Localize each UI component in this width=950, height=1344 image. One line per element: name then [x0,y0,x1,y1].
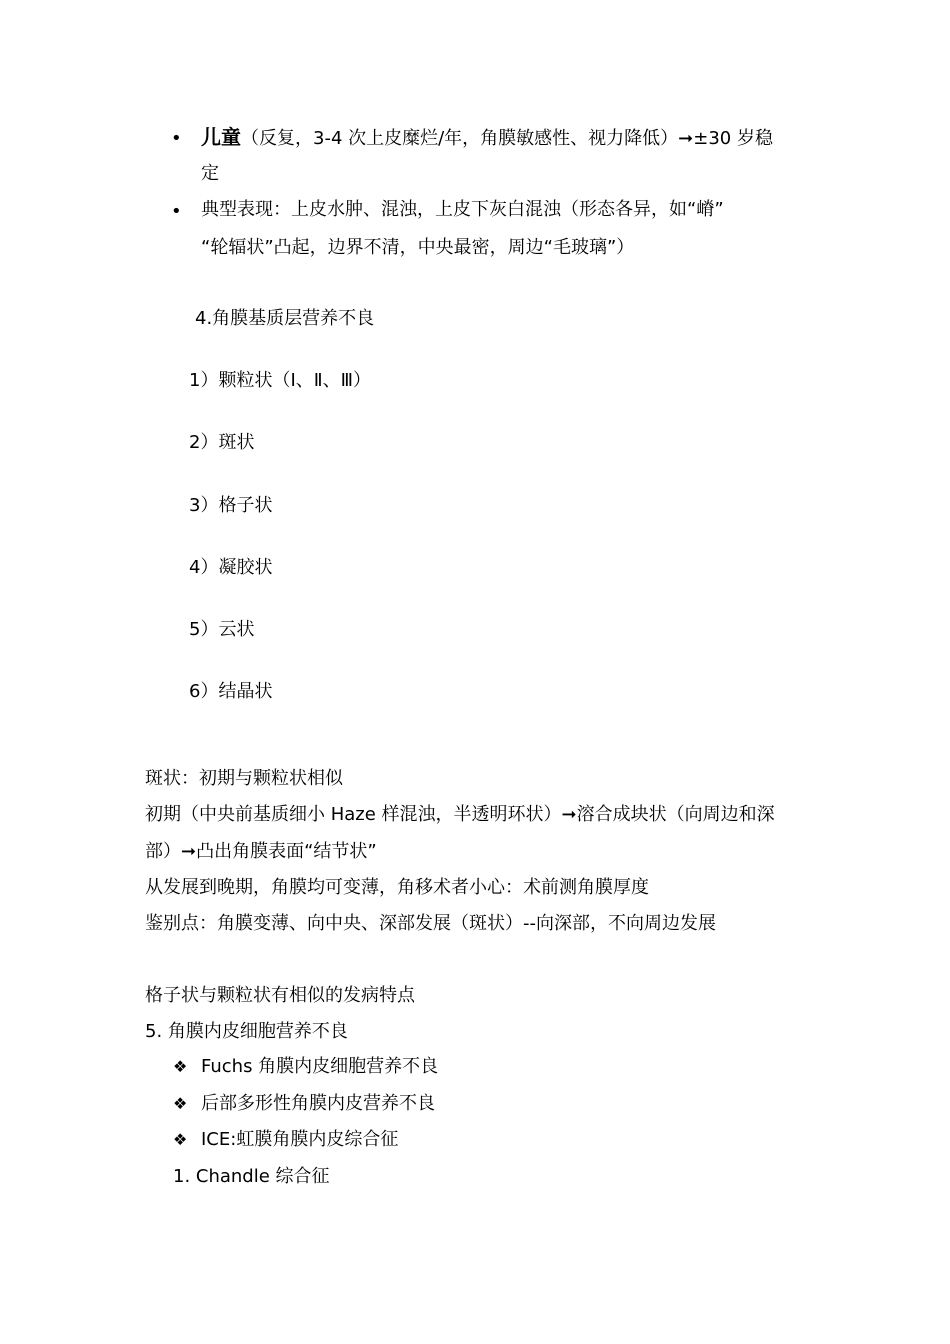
note-line: 部）➞凸出角膜表面“结节状” [145,841,377,862]
note-line: 初期（中央前基质细小 Haze 样混浊，半透明环状）➞溶合成块状（向周边和深 [145,804,775,825]
list-item: 3）格子状 [189,495,273,516]
diamond-bullet-icon: ❖ [173,1057,188,1076]
bullet-item-children [201,125,773,151]
bullet-dot-icon: • [171,201,182,222]
sub-list-item: 1. Chandle 综合征 [173,1166,330,1187]
note-line: 从发展到晚期，角膜均可变薄，角移术者小心：术前测角膜厚度 [145,877,649,898]
list-item: 5）云状 [189,619,255,640]
bullet-text-continuation: 定 [201,163,219,184]
note-line: 斑状：初期与颗粒状相似 [145,768,343,789]
list-item: Fuchs 角膜内皮细胞营养不良 [201,1056,439,1077]
list-item: 2）斑状 [189,432,255,453]
list-item: 6）结晶状 [189,681,273,702]
list-item: ICE:虹膜角膜内皮综合征 [201,1129,399,1150]
bullet-text: （反复，3-4 次上皮糜烂/年，角膜敏感性、视力降低）➞±30 岁稳 [241,128,773,149]
note-line: 鉴别点：角膜变薄、向中央、深部发展（斑状）--向深部，不向周边发展 [145,913,716,934]
list-item: 4）凝胶状 [189,557,273,578]
lattice-note: 格子状与颗粒状有相似的发病特点 [145,985,415,1006]
diamond-bullet-icon: ❖ [173,1130,188,1149]
bullet-bold-label: 儿童 [201,125,241,149]
list-item: 后部多形性角膜内皮营养不良 [201,1093,435,1114]
bullet-dot-icon: • [171,128,182,149]
diamond-bullet-icon: ❖ [173,1094,188,1113]
bullet-text-continuation: “轮辐状”凸起，边界不清，中央最密，周边“毛玻璃”） [201,237,635,258]
list-item: 1）颗粒状（Ⅰ、Ⅱ、Ⅲ） [189,370,372,391]
bullet-item-typical: 典型表现：上皮水肿、混浊，上皮下灰白混浊（形态各异，如“嵴” [201,199,724,220]
section-4-title: 4.角膜基质层营养不良 [195,308,375,329]
section-5-title: 5. 角膜内皮细胞营养不良 [145,1021,348,1042]
